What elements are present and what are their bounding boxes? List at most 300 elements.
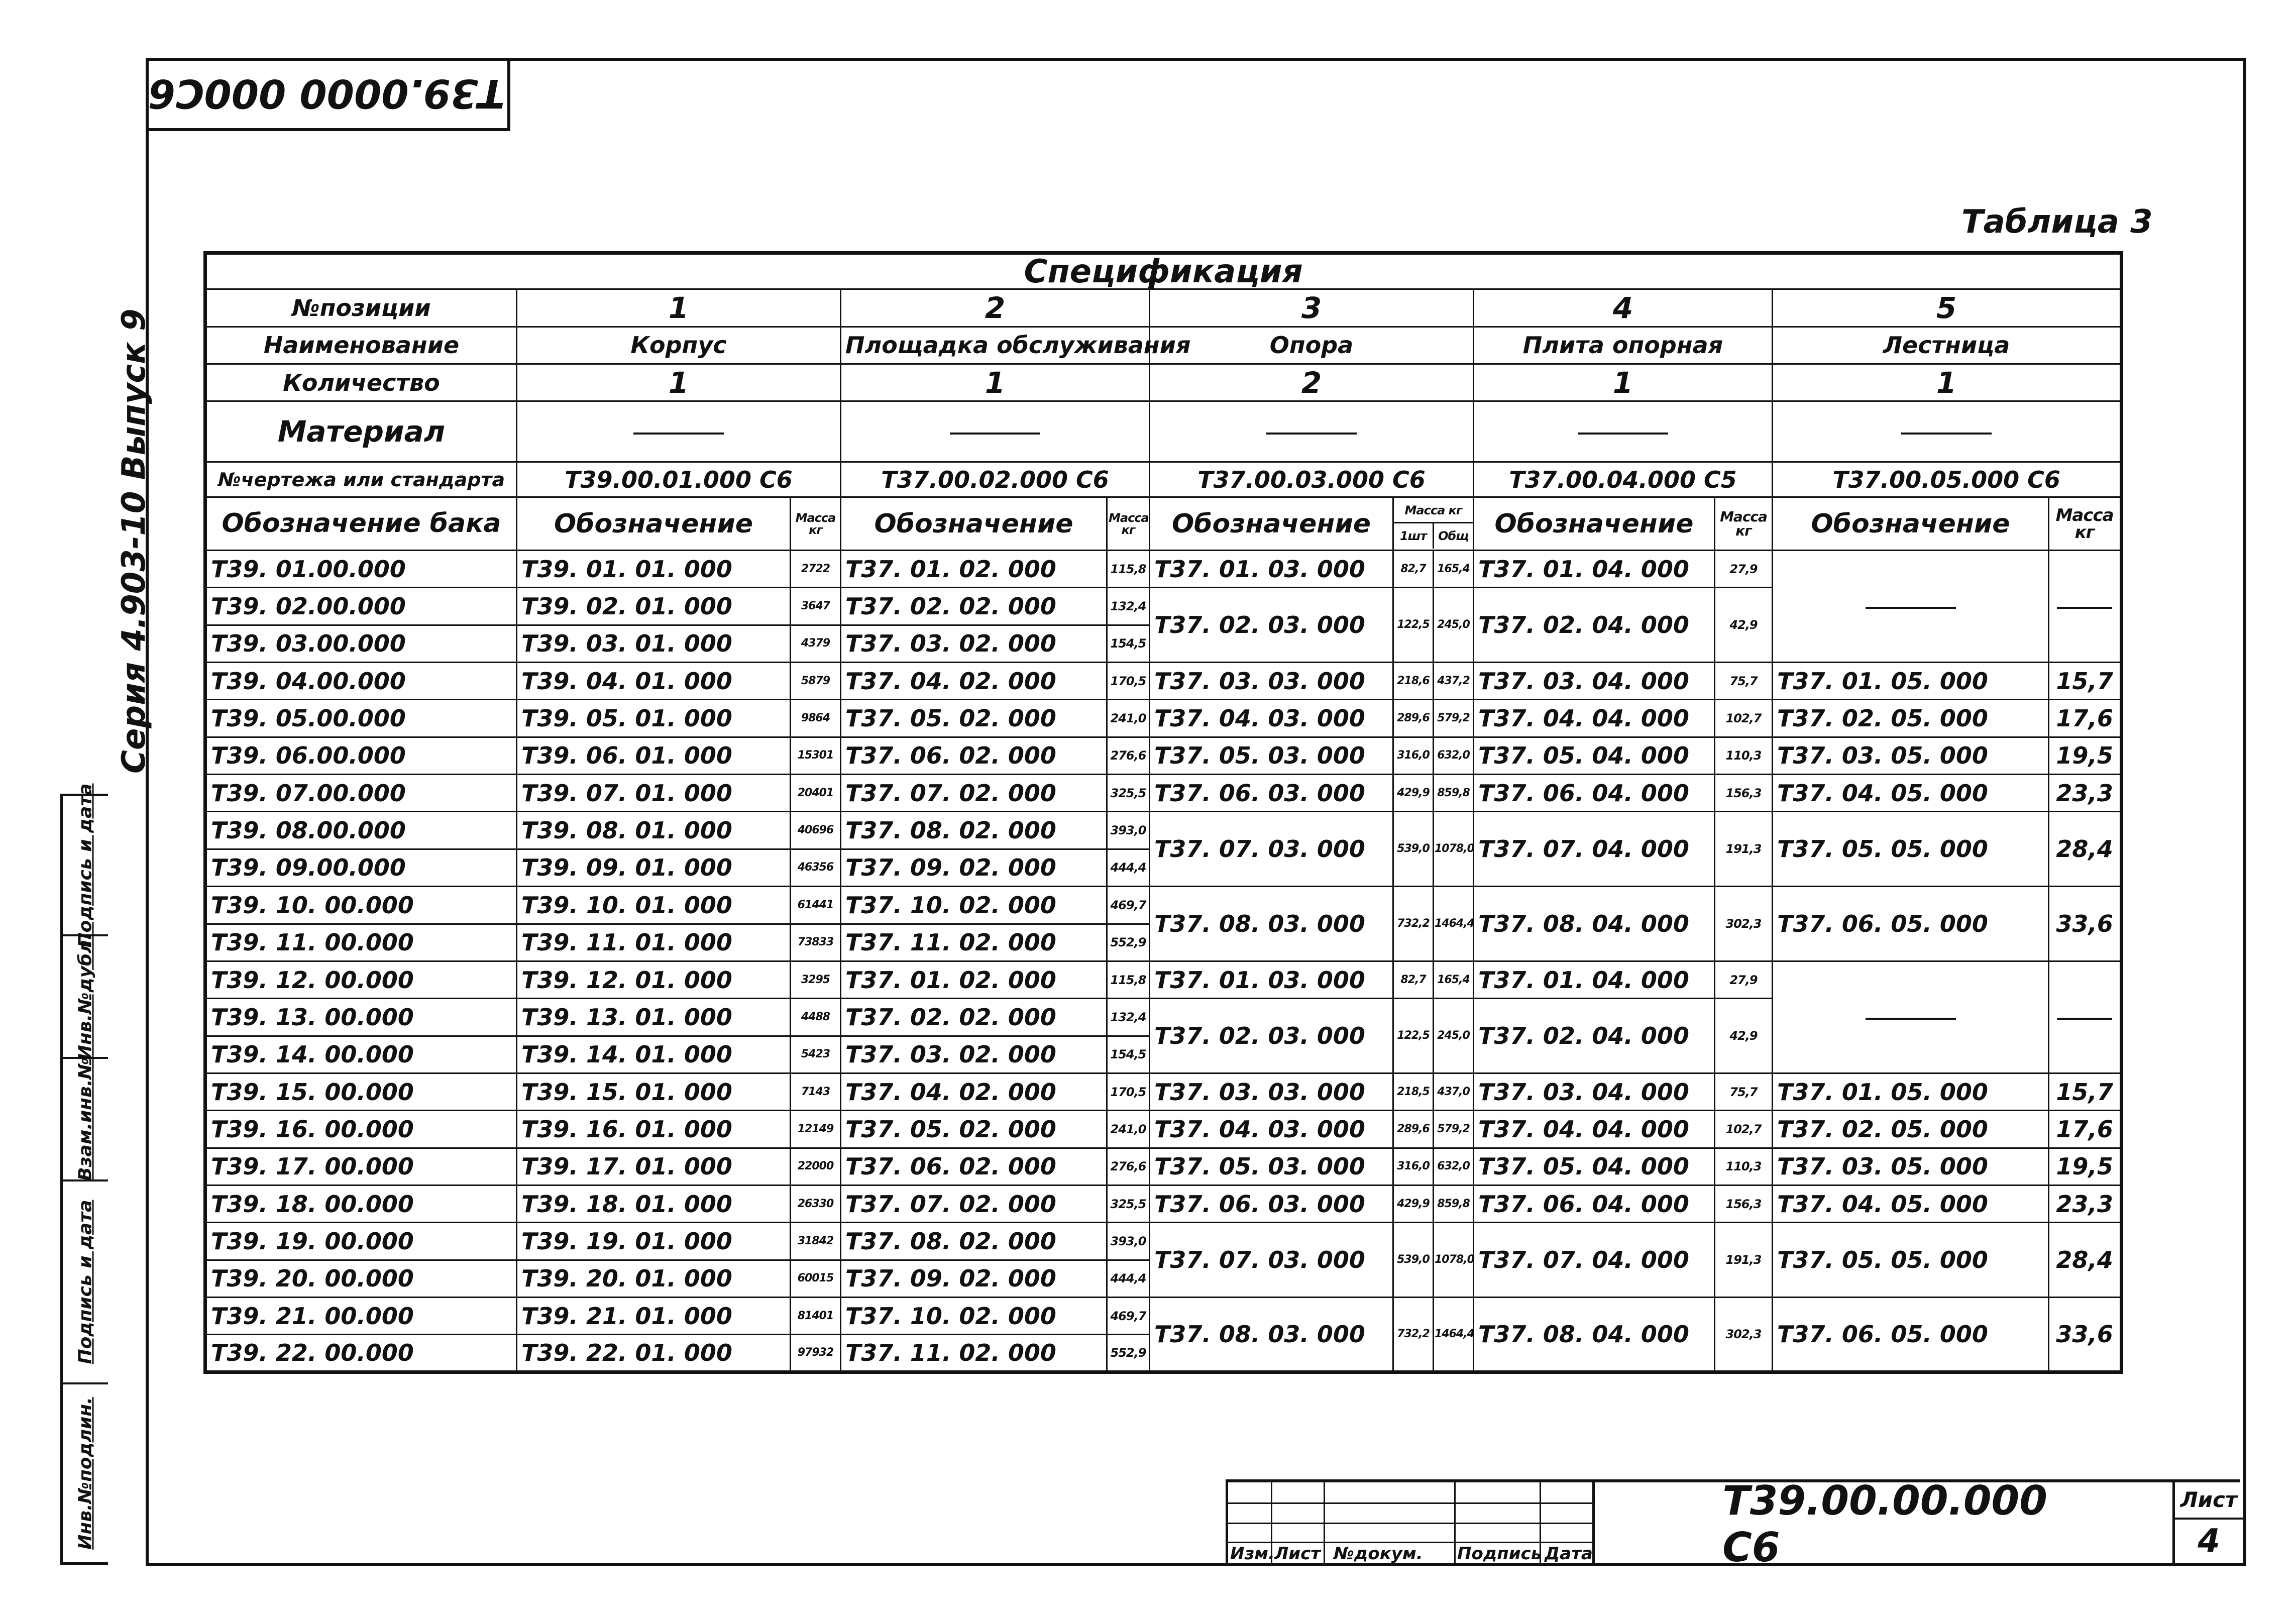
pos2-mass: 552,9	[1107, 924, 1150, 961]
subhead-designation: Обозначение	[841, 497, 1107, 551]
dash	[633, 433, 724, 435]
pos5-mass: 15,7	[2049, 663, 2122, 700]
position-qty: 1	[1773, 364, 2122, 401]
table-row	[205, 775, 2122, 812]
tank-designation: Т39. 17. 00.000	[205, 1148, 517, 1185]
tank-designation: Т39. 05.00.000	[205, 700, 517, 737]
pos1-designation: Т39. 22. 01. 000	[517, 1335, 791, 1372]
subhead-mass-total: Общ	[1438, 529, 1469, 544]
sheet-cell	[2172, 1482, 2243, 1565]
subhead-designation: Обозначение	[517, 497, 791, 551]
pos4-mass: 42,9	[1715, 588, 1773, 663]
pos2-mass: 241,0	[1107, 1111, 1150, 1148]
pos4-mass: 102,7	[1715, 700, 1773, 737]
tb-label-docnum: №докум.	[1334, 1544, 1423, 1564]
pos4-mass: 27,9	[1715, 550, 1773, 587]
pos1-mass: 5879	[791, 663, 841, 700]
position-qty: 1	[517, 364, 841, 401]
pos3-designation: Т37. 02. 03. 000	[1150, 588, 1393, 663]
pos3-mass-each: 429,9	[1393, 775, 1434, 812]
pos2-designation: Т37. 01. 02. 000	[841, 550, 1107, 587]
pos1-mass: 81401	[791, 1298, 841, 1335]
tank-designation: Т39. 08.00.000	[205, 812, 517, 849]
quantity-label: Количество	[205, 364, 517, 401]
position-drawing: Т37.00.04.000 С5	[1474, 462, 1773, 497]
pos1-mass: 9864	[791, 700, 841, 737]
pos4-designation: Т37. 05. 04. 000	[1474, 1148, 1715, 1185]
pos3-mass-each: 82,7	[1393, 550, 1434, 587]
pos4-designation: Т37. 02. 04. 000	[1474, 588, 1715, 663]
pos3-designation: Т37. 04. 03. 000	[1150, 700, 1393, 737]
grid-line	[1324, 1482, 1325, 1565]
table-row	[205, 887, 2122, 924]
pos2-designation: Т37. 11. 02. 000	[841, 924, 1107, 961]
dash	[1266, 433, 1357, 435]
pos2-designation: Т37. 05. 02. 000	[841, 1111, 1107, 1148]
table-row	[205, 961, 2122, 998]
pos4-designation: Т37. 01. 04. 000	[1474, 550, 1715, 587]
pos5-designation: Т37. 04. 05. 000	[1773, 775, 2049, 812]
pos1-designation: Т39. 04. 01. 000	[517, 663, 791, 700]
pos5-mass: 19,5	[2049, 737, 2122, 774]
pos5-designation: Т37. 01. 05. 000	[1773, 663, 2049, 700]
tank-designation: Т39. 06.00.000	[205, 737, 517, 774]
tank-designation: Т39. 13. 00.000	[205, 999, 517, 1036]
table-row	[205, 1148, 2122, 1185]
pos2-mass: 170,5	[1107, 663, 1150, 700]
pos4-mass: 156,3	[1715, 775, 1773, 812]
series-label: Серия 4.903-10 Выпуск 9	[116, 308, 153, 774]
pos3-mass-each: 316,0	[1393, 737, 1434, 774]
tank-designation: Т39. 14. 00.000	[205, 1036, 517, 1073]
pos4-designation: Т37. 07. 04. 000	[1474, 1223, 1715, 1298]
pos4-mass: 191,3	[1715, 1223, 1773, 1298]
pos3-designation: Т37. 04. 03. 000	[1150, 1111, 1393, 1148]
pos5-designation: Т37. 04. 05. 000	[1773, 1186, 2049, 1223]
pos5-designation: Т37. 03. 05. 000	[1773, 1148, 2049, 1185]
tank-designation: Т39. 09.00.000	[205, 849, 517, 886]
revision-grid	[1226, 1482, 1595, 1565]
designation-label: Обозначение бака	[205, 497, 517, 551]
position-num: 2	[841, 289, 1150, 327]
pos5-mass: 28,4	[2049, 1223, 2122, 1298]
pos2-mass: 154,5	[1107, 1036, 1150, 1073]
pos2-mass: 552,9	[1107, 1335, 1150, 1372]
subhead-mass: Масса кг	[1107, 497, 1150, 551]
doc-code-cell	[1592, 1477, 2175, 1571]
pos1-designation: Т39. 05. 01. 000	[517, 700, 791, 737]
pos1-mass: 97932	[791, 1335, 841, 1372]
pos3-mass-total: 579,2	[1434, 1111, 1474, 1148]
pos5-designation: Т37. 01. 05. 000	[1773, 1073, 2049, 1110]
pos3-mass-total: 165,4	[1434, 550, 1474, 587]
specification-table	[203, 251, 2123, 1374]
tank-designation: Т39. 07.00.000	[205, 775, 517, 812]
pos4-designation: Т37. 08. 04. 000	[1474, 887, 1715, 961]
pos3-mass-each: 289,6	[1393, 1111, 1434, 1148]
table-row	[205, 663, 2122, 700]
dash	[1578, 433, 1668, 435]
pos3-mass-each: 429,9	[1393, 1186, 1434, 1223]
pos2-mass: 170,5	[1107, 1073, 1150, 1110]
pos1-designation: Т39. 17. 01. 000	[517, 1148, 791, 1185]
pos4-mass: 110,3	[1715, 1148, 1773, 1185]
pos2-designation: Т37. 06. 02. 000	[841, 737, 1107, 774]
pos1-designation: Т39. 06. 01. 000	[517, 737, 791, 774]
dash	[950, 433, 1040, 435]
pos4-mass: 75,7	[1715, 663, 1773, 700]
pos3-mass-each: 122,5	[1393, 999, 1434, 1073]
pos3-mass-each: 218,5	[1393, 1073, 1434, 1110]
pos5-mass: 33,6	[2049, 887, 2122, 961]
pos2-designation: Т37. 02. 02. 000	[841, 588, 1107, 625]
position-name: Лестница	[1773, 327, 2122, 364]
table-row	[205, 700, 2122, 737]
subhead-mass-split	[1393, 497, 1474, 551]
dash	[1866, 607, 1956, 609]
pos3-mass-total: 245,0	[1434, 588, 1474, 663]
pos3-designation: Т37. 02. 03. 000	[1150, 999, 1393, 1073]
pos2-mass: 325,5	[1107, 1186, 1150, 1223]
pos1-mass: 46356	[791, 849, 841, 886]
subhead-mass-split-title: Масса кг	[1394, 499, 1473, 523]
position-drawing: Т39.00.01.000 С6	[517, 462, 841, 497]
pos1-designation: Т39. 02. 01. 000	[517, 588, 791, 625]
pos3-mass-total: 245,0	[1434, 999, 1474, 1073]
position-num: 5	[1773, 289, 2122, 327]
margin-cell-replaced-inv: Взам.инв.№	[63, 1059, 108, 1181]
left-margin-signature-strip	[60, 783, 108, 1565]
pos2-designation: Т37. 09. 02. 000	[841, 849, 1107, 886]
pos2-designation: Т37. 04. 02. 000	[841, 663, 1107, 700]
position-name: Плита опорная	[1474, 327, 1773, 364]
subhead-mass: Масса кг	[1715, 497, 1773, 551]
spec-title: Спецификация	[205, 253, 2122, 289]
pos4-designation: Т37. 01. 04. 000	[1474, 961, 1715, 998]
tb-label-signature: Подпись	[1457, 1544, 1542, 1564]
pos3-mass-total: 165,4	[1434, 961, 1474, 998]
row-subheader	[205, 497, 2122, 551]
tank-designation: Т39. 19. 00.000	[205, 1223, 517, 1260]
pos1-mass: 40696	[791, 812, 841, 849]
pos5-empty-mass	[2049, 550, 2122, 662]
pos3-mass-total: 632,0	[1434, 1148, 1474, 1185]
doc-code: Т39.00.00.000 С6	[1722, 1477, 2047, 1571]
table-row	[205, 1223, 2122, 1260]
pos5-designation: Т37. 02. 05. 000	[1773, 700, 2049, 737]
pos4-designation: Т37. 06. 04. 000	[1474, 1186, 1715, 1223]
pos2-designation: Т37. 03. 02. 000	[841, 1036, 1107, 1073]
pos2-designation: Т37. 11. 02. 000	[841, 1335, 1107, 1372]
table-row	[205, 1073, 2122, 1110]
pos2-mass: 325,5	[1107, 775, 1150, 812]
pos2-mass: 444,4	[1107, 1260, 1150, 1297]
dash	[1866, 1018, 1956, 1020]
pos4-mass: 191,3	[1715, 812, 1773, 887]
tb-label-change: Изм.	[1230, 1544, 1275, 1564]
pos5-mass: 19,5	[2049, 1148, 2122, 1185]
pos2-mass: 444,4	[1107, 849, 1150, 886]
pos3-mass-total: 1078,0	[1434, 1223, 1474, 1298]
position-name: Площадка обслуживания	[841, 327, 1150, 364]
pos2-designation: Т37. 09. 02. 000	[841, 1260, 1107, 1297]
pos2-mass: 276,6	[1107, 737, 1150, 774]
pos5-mass: 17,6	[2049, 700, 2122, 737]
position-num: 4	[1474, 289, 1773, 327]
sheet-label: Лист	[2175, 1482, 2243, 1520]
pos5-mass: 28,4	[2049, 812, 2122, 887]
table-label: Таблица 3	[1961, 203, 2153, 241]
dash	[1901, 433, 1992, 435]
pos3-mass-each: 82,7	[1393, 961, 1434, 998]
pos1-mass: 3647	[791, 588, 841, 625]
pos2-designation: Т37. 03. 02. 000	[841, 625, 1107, 662]
pos4-mass: 302,3	[1715, 1298, 1773, 1372]
pos3-designation: Т37. 07. 03. 000	[1150, 1223, 1393, 1298]
pos3-mass-total: 859,8	[1434, 775, 1474, 812]
row-material	[205, 401, 2122, 462]
pos5-mass: 23,3	[2049, 1186, 2122, 1223]
table-row	[205, 1186, 2122, 1223]
pos3-mass-total: 1464,4	[1434, 887, 1474, 961]
subhead-designation: Обозначение	[1773, 497, 2049, 551]
table-row	[205, 1111, 2122, 1148]
title-block	[1226, 1477, 2240, 1571]
pos2-mass: 393,0	[1107, 812, 1150, 849]
pos2-designation: Т37. 10. 02. 000	[841, 1298, 1107, 1335]
drawing-label: №чертежа или стандарта	[205, 462, 517, 497]
table-row	[205, 812, 2122, 849]
table-row	[205, 1298, 2122, 1335]
margin-cell-signature-date: Подпись и дата	[63, 1181, 108, 1384]
pos5-mass: 33,6	[2049, 1298, 2122, 1372]
spec-body	[205, 550, 2122, 1372]
pos2-mass: 469,7	[1107, 1298, 1150, 1335]
pos2-designation: Т37. 08. 02. 000	[841, 812, 1107, 849]
dash	[2057, 1018, 2112, 1020]
pos3-designation: Т37. 03. 03. 000	[1150, 1073, 1393, 1110]
pos4-designation: Т37. 04. 04. 000	[1474, 700, 1715, 737]
pos3-mass-each: 539,0	[1393, 1223, 1434, 1298]
pos4-designation: Т37. 07. 04. 000	[1474, 812, 1715, 887]
pos5-mass: 15,7	[2049, 1073, 2122, 1110]
pos2-designation: Т37. 07. 02. 000	[841, 775, 1107, 812]
position-qty: 1	[841, 364, 1150, 401]
pos5-designation: Т37. 06. 05. 000	[1773, 1298, 2049, 1372]
table-row	[205, 737, 2122, 774]
position-qty: 1	[1474, 364, 1773, 401]
name-label: Наименование	[205, 327, 517, 364]
pos3-mass-total: 1078,0	[1434, 812, 1474, 887]
pos1-designation: Т39. 19. 01. 000	[517, 1223, 791, 1260]
pos4-designation: Т37. 05. 04. 000	[1474, 737, 1715, 774]
pos3-mass-total: 859,8	[1434, 1186, 1474, 1223]
pos5-empty	[1773, 961, 2049, 1073]
table-row	[205, 550, 2122, 587]
tank-designation: Т39. 16. 00.000	[205, 1111, 517, 1148]
subhead-mass: Масса кг	[791, 497, 841, 551]
pos1-mass: 61441	[791, 887, 841, 924]
pos3-designation: Т37. 05. 03. 000	[1150, 1148, 1393, 1185]
pos1-designation: Т39. 15. 01. 000	[517, 1073, 791, 1110]
pos4-designation: Т37. 02. 04. 000	[1474, 999, 1715, 1073]
pos1-mass: 60015	[791, 1260, 841, 1297]
pos1-designation: Т39. 08. 01. 000	[517, 812, 791, 849]
pos4-designation: Т37. 03. 04. 000	[1474, 663, 1715, 700]
pos2-mass: 276,6	[1107, 1148, 1150, 1185]
pos1-mass: 7143	[791, 1073, 841, 1110]
pos2-designation: Т37. 05. 02. 000	[841, 700, 1107, 737]
tank-designation: Т39. 03.00.000	[205, 625, 517, 662]
tank-designation: Т39. 18. 00.000	[205, 1186, 517, 1223]
pos3-mass-each: 732,2	[1393, 1298, 1434, 1372]
pos3-mass-total: 1464,4	[1434, 1298, 1474, 1372]
pos2-mass: 393,0	[1107, 1223, 1150, 1260]
pos2-designation: Т37. 06. 02. 000	[841, 1148, 1107, 1185]
pos2-mass: 132,4	[1107, 999, 1150, 1036]
pos3-mass-each: 539,0	[1393, 812, 1434, 887]
subhead-designation: Обозначение	[1474, 497, 1715, 551]
pos3-designation: Т37. 01. 03. 000	[1150, 961, 1393, 998]
position-name: Корпус	[517, 327, 841, 364]
dash	[2057, 607, 2112, 609]
row-position-numbers	[205, 289, 2122, 327]
pos3-designation: Т37. 08. 03. 000	[1150, 1298, 1393, 1372]
pos1-mass: 73833	[791, 924, 841, 961]
pos4-designation: Т37. 04. 04. 000	[1474, 1111, 1715, 1148]
pos5-designation: Т37. 05. 05. 000	[1773, 1223, 2049, 1298]
pos1-designation: Т39. 16. 01. 000	[517, 1111, 791, 1148]
margin-cell-signature-date-2: Подпись и дата	[63, 796, 108, 936]
pos4-designation: Т37. 03. 04. 000	[1474, 1073, 1715, 1110]
tank-designation: Т39. 01.00.000	[205, 550, 517, 587]
grid-line	[1454, 1482, 1456, 1565]
subhead-mass-1pc: 1шт	[1394, 523, 1434, 549]
tank-designation: Т39. 15. 00.000	[205, 1073, 517, 1110]
pos2-designation: Т37. 04. 02. 000	[841, 1073, 1107, 1110]
tb-label-date: Дата	[1545, 1544, 1593, 1564]
pos1-designation: Т39. 11. 01. 000	[517, 924, 791, 961]
pos4-mass: 42,9	[1715, 999, 1773, 1073]
pos4-mass: 102,7	[1715, 1111, 1773, 1148]
pos5-designation: Т37. 03. 05. 000	[1773, 737, 2049, 774]
pos5-designation: Т37. 02. 05. 000	[1773, 1111, 2049, 1148]
pos1-mass: 22000	[791, 1148, 841, 1185]
sheet-number: 4	[2198, 1523, 2220, 1560]
subhead-mass: Масса кг	[2049, 497, 2122, 551]
pos2-mass: 132,4	[1107, 588, 1150, 625]
pos1-designation: Т39. 01. 01. 000	[517, 550, 791, 587]
stamp-code-text: Т39.0000 000С6	[148, 70, 505, 116]
row-drawing	[205, 462, 2122, 497]
pos2-designation: Т37. 02. 02. 000	[841, 999, 1107, 1036]
document-code-stamp	[146, 58, 510, 131]
pos3-designation: Т37. 03. 03. 000	[1150, 663, 1393, 700]
pos1-designation: Т39. 14. 01. 000	[517, 1036, 791, 1073]
pos3-designation: Т37. 06. 03. 000	[1150, 775, 1393, 812]
tank-designation: Т39. 10. 00.000	[205, 887, 517, 924]
pos4-mass: 27,9	[1715, 961, 1773, 998]
pos2-mass: 469,7	[1107, 887, 1150, 924]
pos4-mass: 156,3	[1715, 1186, 1773, 1223]
margin-cell-original-inv: Инв.№подлин.	[75, 1397, 96, 1550]
tb-label-sheet: Лист	[1274, 1544, 1321, 1564]
margin-cell-dup-inv: Инв.№дубл.	[63, 936, 108, 1059]
position-label: №позиции	[205, 289, 517, 327]
pos1-mass: 3295	[791, 961, 841, 998]
pos1-mass: 2722	[791, 550, 841, 587]
pos1-designation: Т39. 13. 01. 000	[517, 999, 791, 1036]
pos3-designation: Т37. 05. 03. 000	[1150, 737, 1393, 774]
pos3-mass-each: 732,2	[1393, 887, 1434, 961]
pos5-mass: 17,6	[2049, 1111, 2122, 1148]
pos3-mass-each: 316,0	[1393, 1148, 1434, 1185]
tank-designation: Т39. 11. 00.000	[205, 924, 517, 961]
pos3-mass-total: 437,2	[1434, 663, 1474, 700]
material-label: Материал	[205, 401, 517, 462]
pos1-designation: Т39. 03. 01. 000	[517, 625, 791, 662]
pos2-mass: 115,8	[1107, 550, 1150, 587]
tank-designation: Т39. 12. 00.000	[205, 961, 517, 998]
pos4-designation: Т37. 06. 04. 000	[1474, 775, 1715, 812]
pos2-designation: Т37. 07. 02. 000	[841, 1186, 1107, 1223]
pos4-mass: 75,7	[1715, 1073, 1773, 1110]
position-num: 1	[517, 289, 841, 327]
pos2-designation: Т37. 10. 02. 000	[841, 887, 1107, 924]
tank-designation: Т39. 22. 00.000	[205, 1335, 517, 1372]
position-drawing: Т37.00.03.000 С6	[1150, 462, 1474, 497]
pos3-designation: Т37. 08. 03. 000	[1150, 887, 1393, 961]
pos1-designation: Т39. 07. 01. 000	[517, 775, 791, 812]
tank-designation: Т39. 02.00.000	[205, 588, 517, 625]
pos3-mass-each: 122,5	[1393, 588, 1434, 663]
pos3-designation: Т37. 07. 03. 000	[1150, 812, 1393, 887]
pos1-designation: Т39. 09. 01. 000	[517, 849, 791, 886]
pos1-mass: 31842	[791, 1223, 841, 1260]
pos1-designation: Т39. 20. 01. 000	[517, 1260, 791, 1297]
pos1-designation: Т39. 18. 01. 000	[517, 1186, 791, 1223]
pos1-mass: 26330	[791, 1186, 841, 1223]
pos5-empty	[1773, 550, 2049, 662]
pos1-mass: 20401	[791, 775, 841, 812]
pos2-designation: Т37. 08. 02. 000	[841, 1223, 1107, 1260]
pos1-mass: 4488	[791, 999, 841, 1036]
pos4-mass: 110,3	[1715, 737, 1773, 774]
pos1-mass: 4379	[791, 625, 841, 662]
pos1-mass: 15301	[791, 737, 841, 774]
position-num: 3	[1150, 289, 1474, 327]
subhead-designation: Обозначение	[1150, 497, 1393, 551]
position-qty: 2	[1150, 364, 1474, 401]
tank-designation: Т39. 21. 00.000	[205, 1298, 517, 1335]
pos4-mass: 302,3	[1715, 887, 1773, 961]
row-names	[205, 327, 2122, 364]
pos3-mass-total: 632,0	[1434, 737, 1474, 774]
pos2-mass: 241,0	[1107, 700, 1150, 737]
pos1-mass: 5423	[791, 1036, 841, 1073]
pos3-mass-each: 218,6	[1393, 663, 1434, 700]
pos2-mass: 115,8	[1107, 961, 1150, 998]
pos3-mass-each: 289,6	[1393, 700, 1434, 737]
pos1-designation: Т39. 21. 01. 000	[517, 1298, 791, 1335]
pos3-designation: Т37. 01. 03. 000	[1150, 550, 1393, 587]
pos5-designation: Т37. 06. 05. 000	[1773, 887, 2049, 961]
position-drawing: Т37.00.05.000 С6	[1773, 462, 2122, 497]
tank-designation: Т39. 04.00.000	[205, 663, 517, 700]
tank-designation: Т39. 20. 00.000	[205, 1260, 517, 1297]
pos3-mass-total: 579,2	[1434, 700, 1474, 737]
position-drawing: Т37.00.02.000 С6	[841, 462, 1150, 497]
